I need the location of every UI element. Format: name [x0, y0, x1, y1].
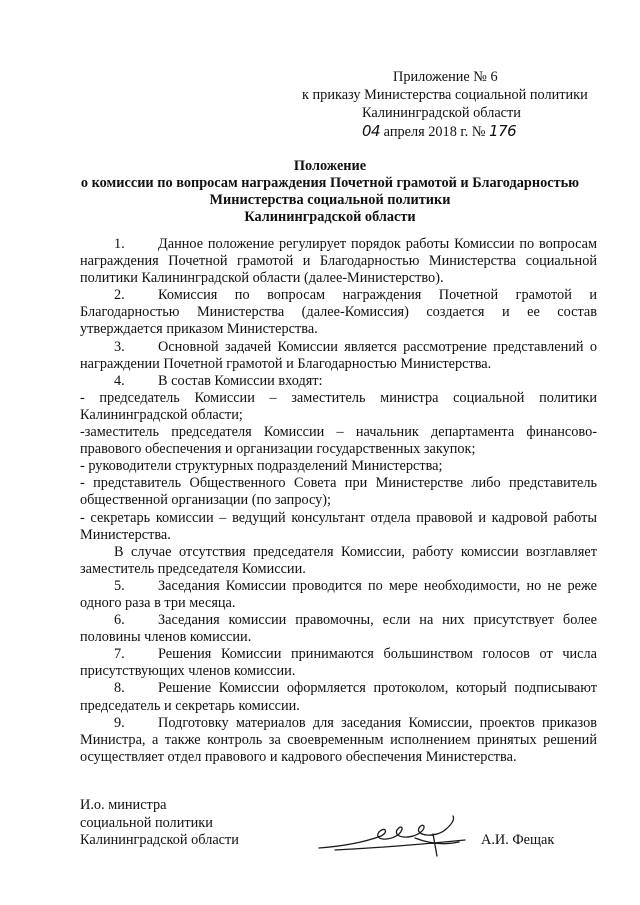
paragraph-3: 3. Основной задачей Комиссии является рассмотрение представлений о награждении Почетной грамотой и Благодарностью Министерства. — [80, 338, 597, 372]
member-chair: - председатель Комиссии – заместитель министра социальной политики Калининградской области; — [80, 389, 597, 423]
title-line-2: о комиссии по вопросам награждения Почетной грамотой и Благодарностью — [80, 175, 580, 191]
signer-name: А.И. Фещак — [481, 832, 555, 848]
document-title — [60, 158, 600, 226]
paragraph-1: 1. Данное положение регулирует порядок работы Комиссии по вопросам награждения Почетной грамотой и Благодарностью Министерства социальной политики Калининградской области (далее-Министерство). — [80, 236, 597, 287]
absence-note: В случае отсутствия председателя Комиссии, работу комиссии возглавляет заместитель председателя Комиссии. — [80, 543, 597, 577]
paragraph-5: 5. Заседания Комиссии проводится по мере необходимости, но не реже одного раза в три месяца. — [80, 577, 597, 611]
paragraph-2: 2. Комиссия по вопросам награждения Почетной грамотой и Благодарностью Министерства (далее-Комиссия) создается и ее состав утверждается приказом Министерства. — [80, 287, 597, 338]
signature-block — [80, 797, 239, 850]
signer-position-2: социальной политики — [80, 814, 213, 831]
title-line-3: Министерства социальной политики — [209, 192, 451, 208]
appendix-number: Приложение № 6 — [393, 69, 498, 85]
member-deputy-chair: -заместитель председателя Комиссии – начальник департамента финансово-правового обеспечения и организации государственных закупок; — [80, 424, 597, 458]
signer-position-1: И.о. министра — [80, 797, 167, 813]
member-public-council: - представитель Общественного Совета при Министерстве либо представитель общественной организации (по запросу); — [80, 475, 597, 509]
title-line-4: Калининградской области — [244, 209, 416, 225]
order-date — [302, 122, 602, 141]
order-reference: к приказу Министерства социальной политики — [302, 87, 588, 103]
document-body — [80, 236, 597, 766]
member-secretary: - секретарь комиссии – ведущий консультант отдела правовой и кадровой работы Министерства. — [80, 509, 597, 543]
member-department-heads: - руководители структурных подразделений Министерства; — [80, 458, 443, 475]
appendix-header — [302, 68, 602, 141]
handwritten-signature — [315, 812, 475, 860]
signer-position-3: Калининградской области — [80, 832, 239, 848]
paragraph-4: 4. В состав Комиссии входят: — [114, 372, 323, 389]
title-line-1: Положение — [293, 158, 367, 174]
handwritten-day: 04 — [362, 122, 381, 140]
paragraph-8: 8. Решение Комиссии оформляется протоколом, который подписывают председатель и секретарь комиссии. — [80, 680, 597, 714]
handwritten-order-number: 176 — [489, 122, 517, 140]
date-text: апреля 2018 г. № — [380, 124, 490, 140]
paragraph-9: 9. Подготовку материалов для заседания Комиссии, проектов приказов Министра, а также контроль за своевременным исполнением принятых решений осуществляет отдел правового и кадрового обеспечения Министерства. — [80, 714, 597, 765]
paragraph-6: 6. Заседания комиссии правомочны, если на них присутствует более половины членов комиссии. — [80, 612, 597, 646]
region-name: Калининградской области — [362, 105, 521, 121]
paragraph-7: 7. Решения Комиссии принимаются большинством голосов от числа присутствующих членов комиссии. — [80, 646, 597, 680]
